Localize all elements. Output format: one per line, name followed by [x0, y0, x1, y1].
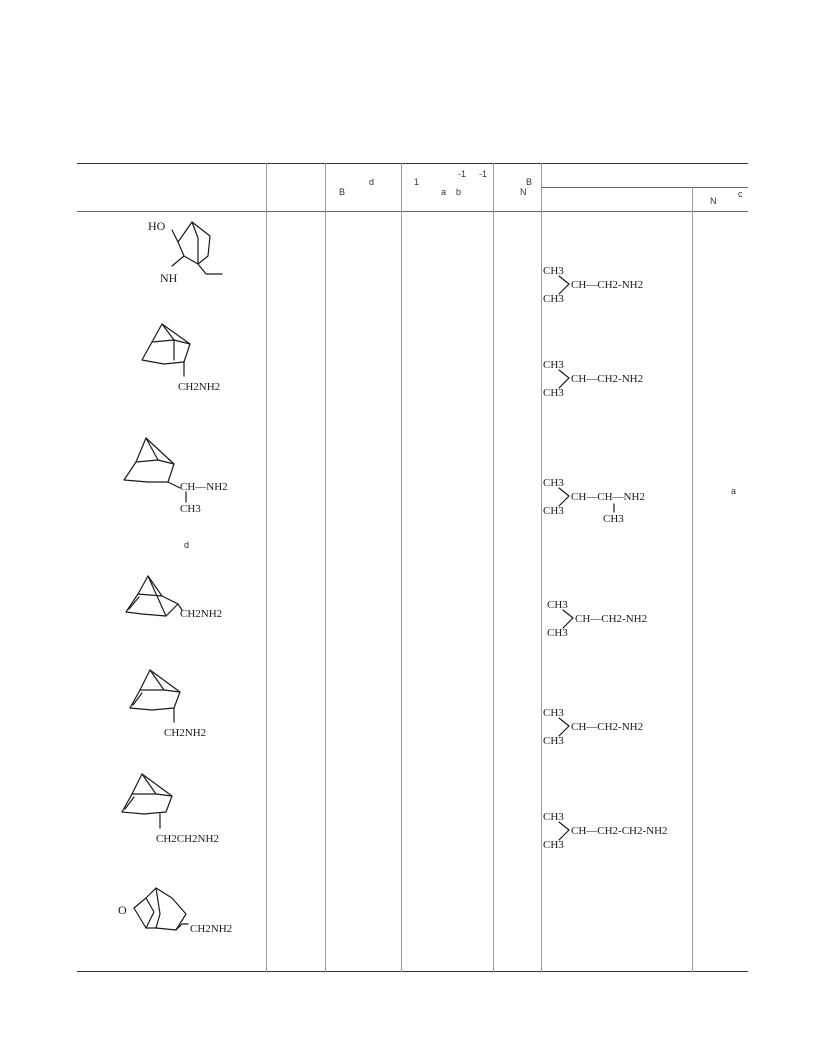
header-fragment: N	[520, 187, 527, 197]
rigid-structure-1	[140, 214, 230, 290]
table-top-rule	[77, 163, 748, 164]
flexible-structure-2	[541, 262, 691, 308]
header-fragment: N	[710, 196, 717, 206]
rigid-structure-4	[120, 572, 230, 622]
flexible-structure-5	[545, 596, 695, 642]
column-rule	[493, 163, 494, 972]
substituent-label: HO	[148, 219, 166, 233]
substituent-label: CH2NH2	[190, 923, 233, 935]
header-fragment: a	[441, 187, 447, 197]
column-rule	[266, 163, 267, 972]
chain-label: CH—CH2-NH2	[575, 613, 648, 625]
header-bottom-rule	[77, 211, 748, 212]
methyl-label: CH3	[543, 359, 564, 371]
footnote-mark: a	[731, 486, 737, 496]
rigid-structure-6	[116, 770, 236, 848]
substituent-label: CH2NH2	[178, 381, 221, 393]
substituent-label: CH2NH2	[180, 608, 223, 620]
header-fragment: 1	[414, 177, 420, 187]
flexible-structure-4	[541, 474, 691, 526]
methyl-label: CH3	[543, 505, 564, 517]
column-rule	[401, 163, 402, 972]
chain-label: CH—CH2-CH2-NH2	[571, 825, 668, 837]
flexible-structure-3	[541, 356, 691, 402]
rigid-structure-5	[124, 664, 224, 742]
methyl-label: CH3	[547, 627, 568, 639]
header-fragment: -1	[479, 169, 488, 179]
substituent-label: CH—NH2	[180, 481, 228, 493]
substituent-label: CH2NH2	[164, 727, 207, 739]
methyl-label: CH3	[603, 513, 624, 525]
header-fragment: c	[738, 189, 743, 199]
header-fragment: d	[369, 177, 375, 187]
chain-label: CH—CH2-NH2	[571, 721, 644, 733]
column-rule	[325, 163, 326, 972]
chain-label: CH—CH—NH2	[571, 491, 645, 503]
header-fragment: -1	[458, 169, 467, 179]
table-bottom-rule	[77, 971, 748, 972]
substituent-label: NH	[160, 271, 178, 285]
rigid-structure-3	[118, 432, 248, 518]
substituent-label: CH2CH2NH2	[156, 833, 219, 845]
methyl-label: CH3	[543, 387, 564, 399]
rigid-structure-2	[134, 318, 234, 398]
substituent-label: CH3	[180, 503, 201, 515]
chain-label: CH—CH2-NH2	[571, 373, 644, 385]
footnote-mark: d	[184, 540, 190, 550]
substituent-label: O	[118, 903, 127, 917]
chain-label: CH—CH2-NH2	[571, 279, 644, 291]
rigid-structure-7	[116, 884, 246, 944]
header-fragment: B	[526, 177, 533, 187]
methyl-label: CH3	[543, 707, 564, 719]
methyl-label: CH3	[543, 265, 564, 277]
methyl-label: CH3	[543, 477, 564, 489]
methyl-label: CH3	[547, 599, 568, 611]
methyl-label: CH3	[543, 293, 564, 305]
header-sub-rule	[541, 187, 748, 188]
flexible-structure-7	[541, 808, 691, 854]
methyl-label: CH3	[543, 839, 564, 851]
flexible-structure-6	[541, 704, 691, 750]
header-fragment: B	[339, 187, 346, 197]
header-fragment: b	[456, 187, 462, 197]
methyl-label: CH3	[543, 735, 564, 747]
methyl-label: CH3	[543, 811, 564, 823]
column-rule	[692, 187, 693, 972]
